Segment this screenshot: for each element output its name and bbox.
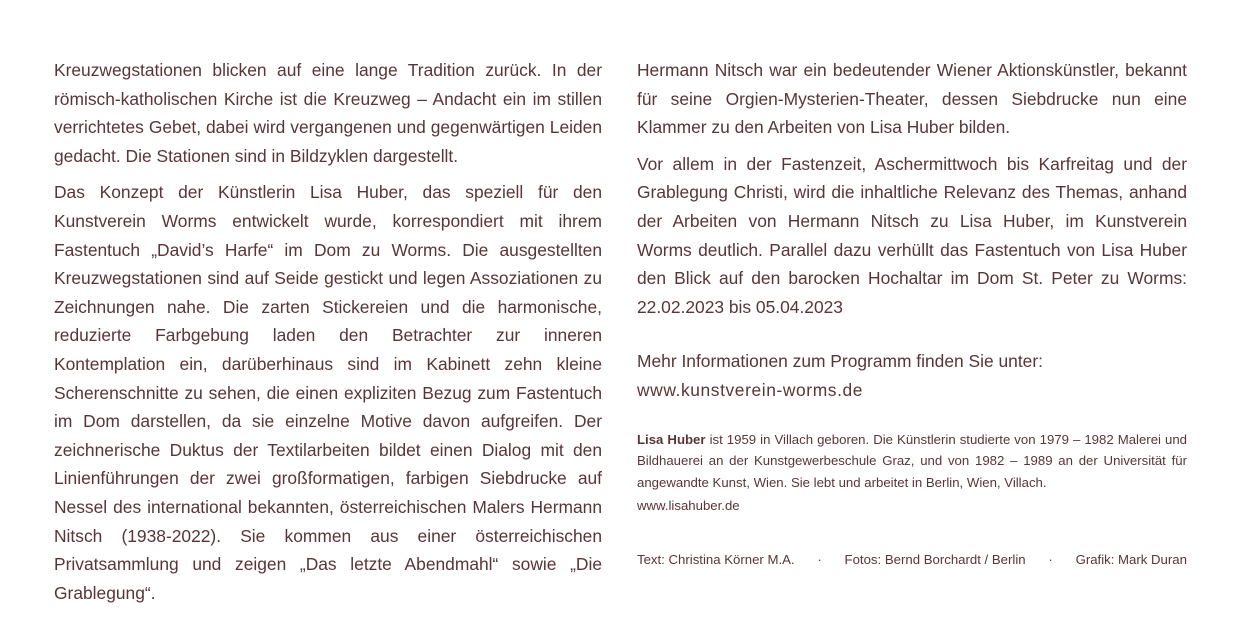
bio-paragraph	[637, 429, 1187, 494]
artist-website-link[interactable]: www.lisahuber.de	[637, 498, 740, 514]
nitsch-paragraph: Hermann Nitsch war ein bedeutender Wiener Aktionskünstler, bekannt für seine Orgien-Mysterien-Theater, dessen Siebdrucke nun eine Klammer zu den Arbeiten von Lisa Huber bilden.	[637, 60, 1187, 138]
credit-text: Text: Christina Körner M.A.	[637, 552, 795, 567]
credit-separator: ·	[1048, 552, 1053, 567]
credit-photos: Fotos: Bernd Borchardt / Berlin	[844, 552, 1026, 567]
credit-graphics: Grafik: Mark Duran	[1075, 552, 1187, 567]
artist-name: Lisa Huber	[637, 431, 706, 447]
website-link[interactable]: www.kunstverein-worms.de	[637, 379, 864, 400]
spacer	[637, 329, 1187, 347]
right-column	[637, 56, 1187, 517]
lent-paragraph: Vor allem in der Fastenzeit, Aschermittwoch bis Karfreitag und der Grablegung Christi, wird die inhaltliche Relevanz des Themas, anhand der Arbeiten von Hermann Nitsch zu Lisa Huber, im Kunstverein Worms deutlich. Parallel dazu verhüllt das Fastentuch von Lisa Huber den Blick auf den barocken Hochaltar im Dom St. Peter zu Worms: 22.02.2023 bis 05.04.2023	[637, 153, 1187, 317]
concept-paragraph: Das Konzept der Künstlerin Lisa Huber, das speziell für den Kunstverein Worms entwickelt wurde, korrespondiert mit ihrem Fastentuch „David’s Harfe“ im Dom zu Worms. Die ausgestellten Kreuzwegstationen sind auf Seide gestickt und legen Assoziationen zu Zeichnungen nahe. Die zarten Stickereien und die harmonische, reduzierte Farbgebung laden den Betrachter zur inneren Kontemplation ein, darüberhinaus sind im Kabinett zehn kleine Scherenschnitte zu sehen, die einen expliziten Bezug zum Fastentuch im Dom darstellen, da sie einzelne Motive davon aufgreifen. Der zeichnerische Duktus der Textilarbeiten bildet einen Dialog mit den Linienführungen der zwei großformatigen, farbigen Siebdrucke auf Nessel des international bekannten, österreichischen Malers Hermann Nitsch (1938-2022). Sie kommen aus einer österreichischen Privatsammlung und zeigen „Das letzte Abendmahl“ sowie „Die Grablegung“.	[54, 182, 602, 603]
artist-bio	[637, 429, 1187, 517]
intro-paragraph: Kreuzwegstationen blicken auf eine lange Tradition zurück. In der römisch-katholischen Kirche ist die Kreuzweg – Andacht ein im stillen verrichtetes Gebet, dabei wird vergangenen und gegenwärtigen Leiden gedacht. Die Stationen sind in Bildzyklen dargestellt.	[54, 60, 602, 166]
bio-text: ist 1959 in Villach geboren. Die Künstlerin studierte von 1979 – 1982 Malerei und Bildhauerei an der Kunstgewerbeschule Graz, und von 1982 – 1989 an der Universität für angewandte Kunst, Wien. Sie lebt und arbeitet in Berlin, Wien, Villach.	[637, 431, 1187, 490]
left-column	[54, 56, 602, 615]
credits-line	[637, 549, 1187, 571]
info-line: Mehr Informationen zum Programm finden Sie unter:	[637, 351, 1043, 372]
credit-separator: ·	[817, 552, 822, 567]
